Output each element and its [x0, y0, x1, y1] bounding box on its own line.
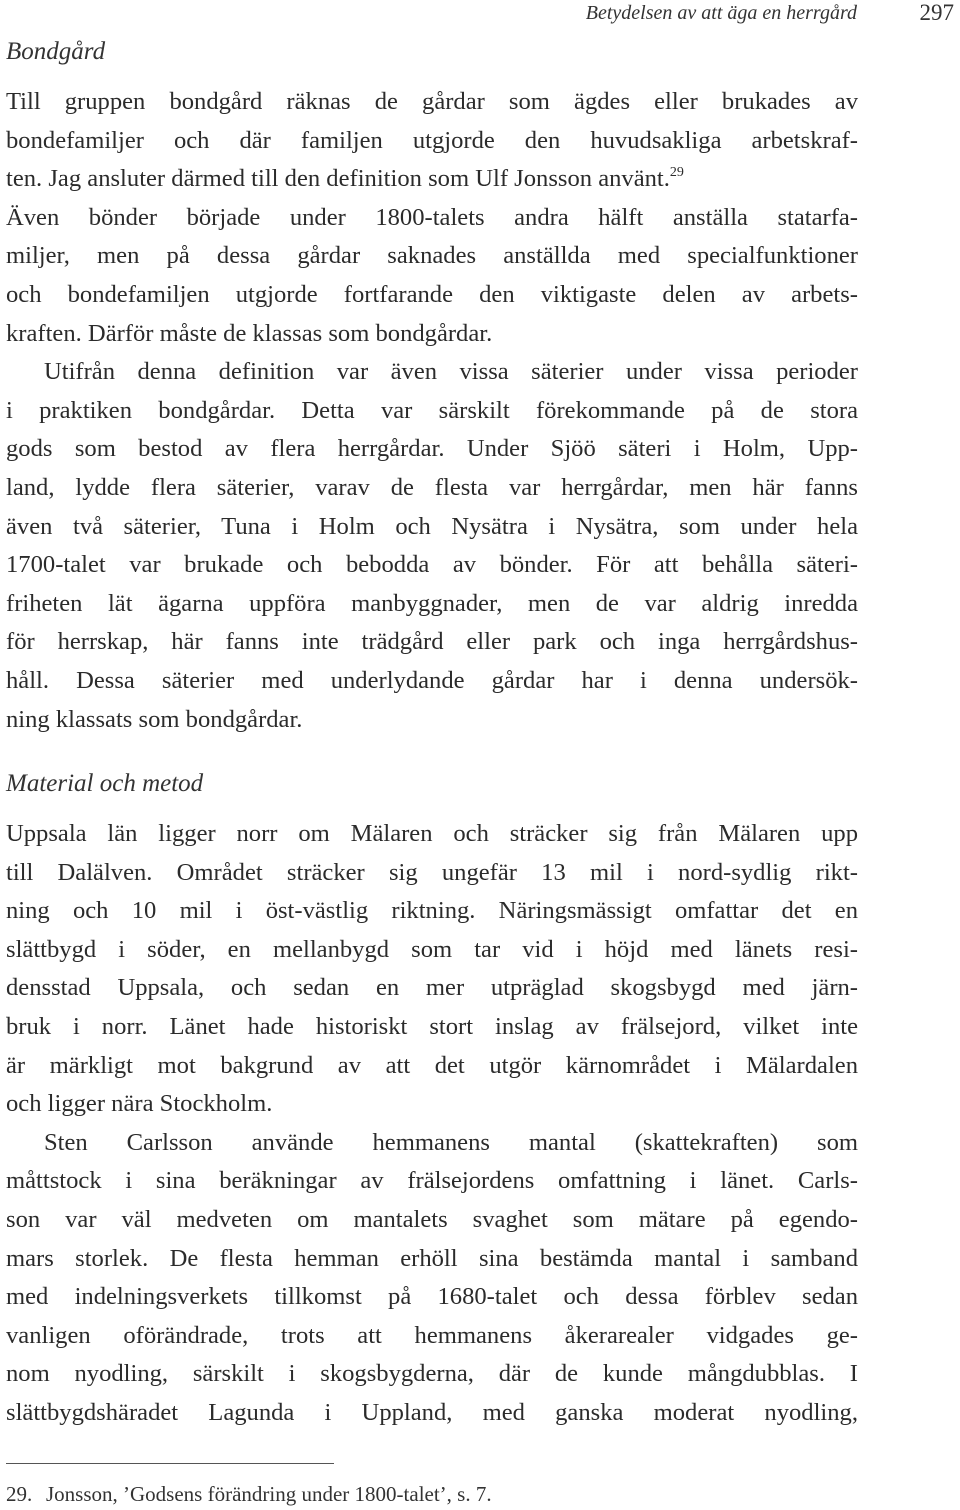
text-line: friheten lät ägarna uppföra manbyggnader, men de var aldrig inredda	[6, 589, 858, 617]
text-line: kraften. Därför måste de klassas som bondgårdar.	[6, 319, 493, 347]
footnote-divider	[6, 1463, 334, 1464]
section-heading-material-och-metod: Material och metod	[6, 770, 204, 797]
text-line: även två säterier, Tuna i Holm och Nysätra i Nysätra, som under hela	[6, 512, 858, 540]
text-line: för herrskap, här fanns inte trädgård eller park och inga herrgårdshus-	[6, 628, 858, 656]
text-line: vanligen oförändrade, trots att hemmanens åkerarealer vidgades ge-	[6, 1321, 858, 1349]
text-line: och bondefamiljen utgjorde fortfarande den viktigaste delen av arbets-	[6, 280, 858, 308]
footnote-text: Jonsson, ’Godsens förändring under 1800-talet’, s. 7.	[46, 1482, 492, 1506]
text-line: ning och 10 mil i öst-västlig riktning. Näringsmässigt omfattar det en	[6, 897, 858, 925]
text-line: gods som bestod av flera herrgårdar. Under Sjöö säteri i Holm, Upp-	[6, 435, 858, 463]
text-line: miljer, men på dessa gårdar saknades anställda med specialfunktioner	[6, 242, 858, 270]
footnote-ref: 29	[669, 165, 684, 181]
text-line: mars storlek. De flesta hemman erhöll sina bestämda mantal i samband	[6, 1244, 858, 1272]
text-line: land, lydde flera säterier, varav de flesta var herrgårdar, men här fanns	[6, 473, 858, 501]
text-line: håll. Dessa säterier med underlydande gårdar har i denna undersök-	[6, 666, 858, 694]
text-line: 1700-talet var brukade och bebodda av bönder. För att behålla säteri-	[6, 551, 858, 579]
text-line: i praktiken bondgårdar. Detta var särskilt förekommande på de stora	[6, 396, 858, 424]
text-line: ning klassats som bondgårdar.	[6, 705, 303, 733]
section-body-bondgard	[6, 83, 858, 739]
text-line: Utifrån denna definition var även vissa säterier under vissa perioder	[44, 358, 858, 386]
text-line: slättbygd i söder, en mellanbygd som tar vid i höjd med länets resi-	[6, 935, 858, 963]
text-line: måttstock i sina beräkningar av frälsejordens omfattning i länet. Carls-	[6, 1167, 858, 1195]
text-line: nom nyodling, särskilt i skogsbygderna, där de kunde mångdubblas. I	[6, 1360, 858, 1388]
footnote	[6, 1482, 492, 1507]
text-line: Även bönder började under 1800-talets andra hälft anställa statarfa-	[6, 203, 858, 231]
running-title: Betydelsen av att äga en herrgård	[585, 2, 857, 24]
text-line: densstad Uppsala, och sedan en mer utpräglad skogsbygd med järn-	[6, 974, 858, 1002]
footnote-number: 29.	[6, 1482, 33, 1506]
page-number: 297	[919, 0, 954, 25]
text-line: Sten Carlsson använde hemmanens mantal (skattekraften) som	[44, 1128, 858, 1156]
running-head	[0, 0, 960, 30]
text-line: son var väl medveten om mantalets svaghet som mätare på egendo-	[6, 1205, 858, 1233]
text-line: är märkligt mot bakgrund av att det utgör kärnområdet i Mälardalen	[6, 1051, 858, 1079]
section-body-material-och-metod	[6, 815, 858, 1433]
text-line: Uppsala län ligger norr om Mälaren och sträcker sig från Mälaren upp	[6, 820, 858, 847]
text-line: bruk i norr. Länet hade historiskt stort inslag av frälsejord, vilket inte	[6, 1012, 858, 1040]
text-line: med indelningsverkets tillkomst på 1680-talet och dessa förblev sedan	[6, 1283, 858, 1311]
text-line-content: ten. Jag ansluter därmed till den definition som Ulf Jonsson använt.	[6, 165, 670, 193]
text-line: bondefamiljer och där familjen utgjorde den huvudsakliga arbetskraf-	[6, 126, 858, 154]
text-line: slättbygdshäradet Lagunda i Uppland, med ganska moderat nyodling,	[6, 1398, 858, 1426]
section-heading-bondgard: Bondgård	[6, 38, 106, 65]
text-line: Till gruppen bondgård räknas de gårdar som ägdes eller brukades av	[6, 88, 858, 115]
text-line: och ligger nära Stockholm.	[6, 1090, 273, 1118]
text-line: till Dalälven. Området sträcker sig ungefär 13 mil i nord-sydlig rikt-	[6, 858, 858, 886]
text-line	[6, 160, 858, 199]
